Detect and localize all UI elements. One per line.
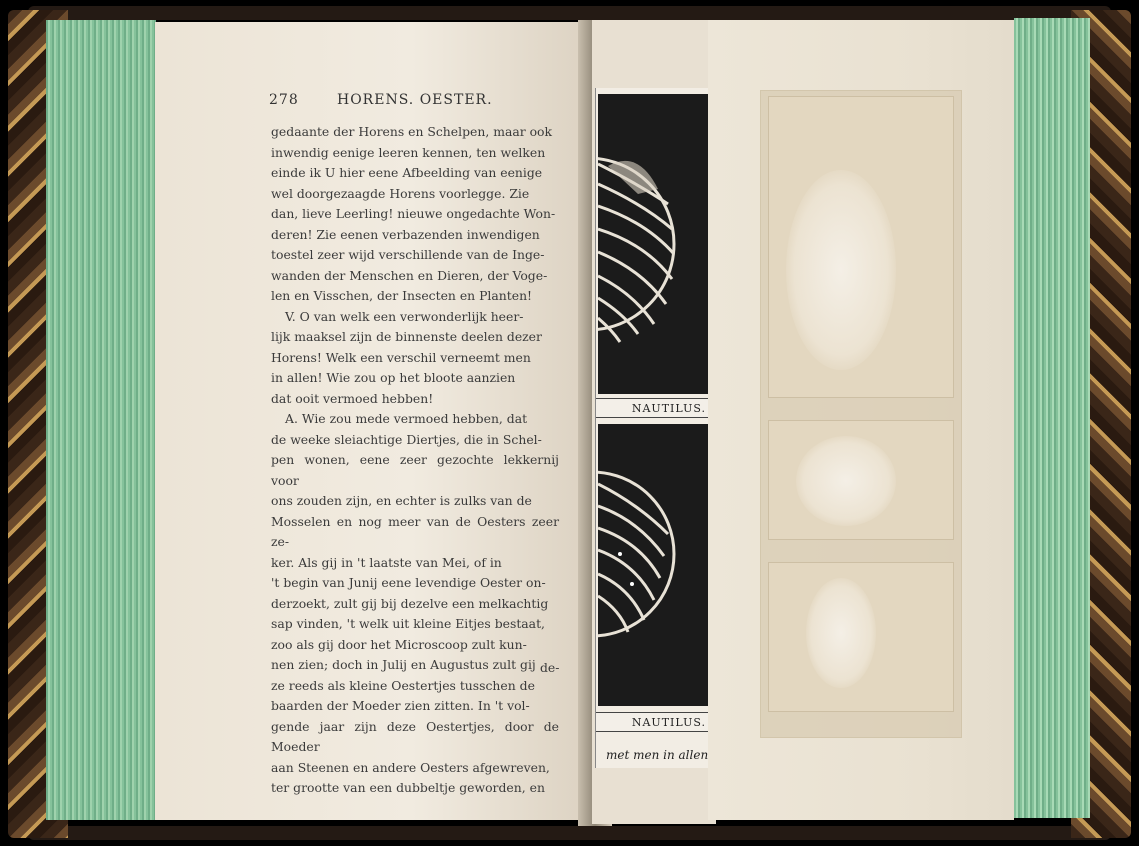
catchword: de- — [540, 660, 560, 675]
ghost-shell-icon — [806, 578, 876, 688]
text-line: gedaante der Horens en Schelpen, maar ook — [271, 124, 553, 139]
text-line: aan Steenen en andere Oesters afgewreven, — [271, 759, 550, 775]
ghost-shell-icon — [796, 436, 896, 526]
text-line: dan, lieve Leerling! nieuwe ongedachte Won- — [271, 206, 556, 221]
text-line: A. Wie zou mede vermoed hebben, dat — [285, 411, 528, 426]
text-line: len en Visschen, der Insecten en Planten! — [271, 288, 533, 303]
plate-label-nautilus-top: NAUTILUS. — [596, 398, 712, 418]
plate-caption: met men in allen — [606, 748, 709, 762]
text-line: dat ooit vermoed hebben! — [271, 390, 434, 406]
text-line: derzoekt, zult gij bij dezelve een melkachtig — [271, 595, 549, 611]
nautilus-section-icon — [598, 424, 710, 706]
ghost-shell-icon — [786, 170, 896, 370]
text-line: ze reeds als kleine Oestertjes tusschen de — [271, 677, 535, 693]
body-text — [271, 122, 559, 799]
text-line: Horens! Welk een verschil verneemt men — [271, 349, 531, 365]
nautilus-engraving-bottom — [598, 424, 710, 706]
page-edges-right — [1014, 18, 1090, 818]
nautilus-shell-icon — [598, 94, 710, 394]
text-line: einde ik U hier eene Afbeelding van eenige — [271, 165, 543, 180]
book-spine-top — [28, 6, 1111, 20]
text-line: V. O van welk een verwonderlijk heer- — [285, 308, 524, 324]
text-line: 't begin van Junij eene levendige Oester on- — [271, 575, 546, 590]
page-number: 278 — [269, 92, 299, 108]
text-line: ons zouden zijn, en echter is zulks van de — [271, 493, 532, 508]
running-header: HORENS. OESTER. — [337, 92, 493, 108]
text-line: inwendig eenige leeren kennen, ten welken — [271, 144, 546, 160]
text-line: Mosselen en nog meer van de Oesters zeer ze- — [271, 513, 559, 549]
text-line: nen zien; doch in Julij en Augustus zult gij — [271, 657, 536, 672]
text-line: sap vinden, 't welk uit kleine Eitjes bestaat, — [271, 616, 545, 631]
text-line: baarden der Moeder zien zitten. In 't vol- — [271, 698, 530, 713]
text-line: ker. Als gij in 't laatste van Mei, of in — [271, 554, 502, 570]
book-spine-bottom — [28, 826, 1111, 840]
page-edges-left — [46, 20, 156, 820]
text-line: pen wonen, eene zeer gezochte lekkernij voor — [271, 452, 559, 488]
text-line: de weeke sleiachtige Diertjes, die in Schel- — [271, 431, 542, 447]
plate-label-nautilus-bottom: NAUTILUS. — [596, 712, 712, 732]
text-line: in allen! Wie zou op het bloote aanzien — [271, 370, 516, 385]
nautilus-engraving-top — [598, 94, 710, 394]
text-line: lijk maaksel zijn de binnenste deelen dezer — [271, 329, 542, 344]
text-line: gende jaar zijn deze Oestertjes, door de Moeder — [271, 718, 559, 754]
text-line: wel doorgezaagde Horens voorlegge. Zie — [271, 185, 530, 201]
text-line: zoo als gij door het Microscoop zult kun- — [271, 636, 527, 652]
text-line: ter grootte van een dubbeltje geworden, en — [271, 780, 545, 795]
text-line: toestel zeer wijd verschillende van de Inge- — [271, 247, 545, 262]
text-line: deren! Zie eenen verbazenden inwendigen — [271, 226, 540, 242]
text-line: wanden der Menschen en Dieren, der Voge- — [271, 267, 548, 283]
